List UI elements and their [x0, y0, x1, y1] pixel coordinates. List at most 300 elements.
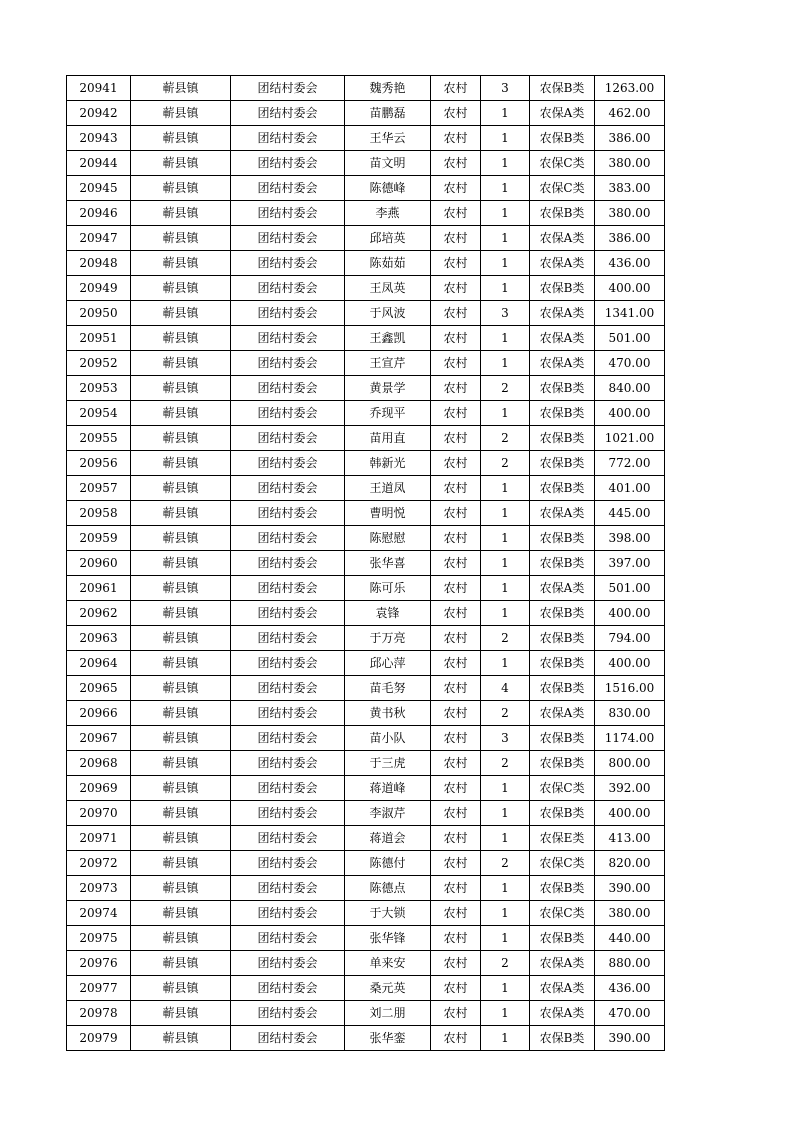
- table-row: [67, 826, 665, 851]
- cell-town: 蕲县镇: [131, 826, 231, 851]
- cell-residence-type: 农村: [431, 876, 481, 901]
- cell-village-committee: 团结村委会: [231, 701, 345, 726]
- cell-person-count: 1: [481, 551, 530, 576]
- cell-person-count: 1: [481, 201, 530, 226]
- cell-residence-type: 农村: [431, 651, 481, 676]
- cell-insurance-category: 农保A类: [530, 976, 595, 1001]
- cell-insurance-category: 农保B类: [530, 451, 595, 476]
- cell-person-name: 单来安: [345, 951, 431, 976]
- cell-insurance-category: 农保B类: [530, 726, 595, 751]
- cell-person-count: 1: [481, 326, 530, 351]
- cell-person-count: 1: [481, 501, 530, 526]
- cell-amount: 462.00: [595, 101, 665, 126]
- table-row: [67, 626, 665, 651]
- cell-amount: 400.00: [595, 401, 665, 426]
- table-row: [67, 551, 665, 576]
- cell-record-id: 20960: [67, 551, 131, 576]
- cell-village-committee: 团结村委会: [231, 301, 345, 326]
- cell-town: 蕲县镇: [131, 226, 231, 251]
- cell-person-name: 于三虎: [345, 751, 431, 776]
- cell-record-id: 20968: [67, 751, 131, 776]
- cell-insurance-category: 农保E类: [530, 826, 595, 851]
- cell-amount: 380.00: [595, 151, 665, 176]
- cell-amount: 436.00: [595, 251, 665, 276]
- cell-record-id: 20973: [67, 876, 131, 901]
- table-row: [67, 976, 665, 1001]
- cell-town: 蕲县镇: [131, 801, 231, 826]
- cell-person-name: 曹明悦: [345, 501, 431, 526]
- cell-amount: 400.00: [595, 651, 665, 676]
- cell-residence-type: 农村: [431, 751, 481, 776]
- cell-person-name: 苗鹏磊: [345, 101, 431, 126]
- table-row: [67, 1001, 665, 1026]
- cell-insurance-category: 农保B类: [530, 276, 595, 301]
- table-row: [67, 101, 665, 126]
- cell-village-committee: 团结村委会: [231, 776, 345, 801]
- cell-town: 蕲县镇: [131, 626, 231, 651]
- cell-person-name: 魏秀艳: [345, 76, 431, 101]
- table-row: [67, 376, 665, 401]
- cell-amount: 501.00: [595, 576, 665, 601]
- cell-amount: 1174.00: [595, 726, 665, 751]
- cell-amount: 400.00: [595, 601, 665, 626]
- cell-person-count: 2: [481, 701, 530, 726]
- cell-person-count: 3: [481, 726, 530, 751]
- cell-town: 蕲县镇: [131, 601, 231, 626]
- cell-amount: 400.00: [595, 276, 665, 301]
- cell-village-committee: 团结村委会: [231, 651, 345, 676]
- cell-town: 蕲县镇: [131, 976, 231, 1001]
- cell-person-name: 苗文明: [345, 151, 431, 176]
- cell-village-committee: 团结村委会: [231, 901, 345, 926]
- cell-insurance-category: 农保B类: [530, 676, 595, 701]
- cell-town: 蕲县镇: [131, 451, 231, 476]
- cell-insurance-category: 农保B类: [530, 801, 595, 826]
- cell-residence-type: 农村: [431, 526, 481, 551]
- cell-residence-type: 农村: [431, 451, 481, 476]
- cell-town: 蕲县镇: [131, 351, 231, 376]
- cell-insurance-category: 农保A类: [530, 301, 595, 326]
- cell-person-count: 1: [481, 101, 530, 126]
- cell-town: 蕲县镇: [131, 176, 231, 201]
- cell-insurance-category: 农保A类: [530, 251, 595, 276]
- cell-insurance-category: 农保C类: [530, 851, 595, 876]
- cell-record-id: 20947: [67, 226, 131, 251]
- cell-amount: 386.00: [595, 126, 665, 151]
- table-row: [67, 726, 665, 751]
- table-row: [67, 301, 665, 326]
- cell-residence-type: 农村: [431, 851, 481, 876]
- cell-insurance-category: 农保B类: [530, 551, 595, 576]
- cell-record-id: 20975: [67, 926, 131, 951]
- cell-person-count: 3: [481, 301, 530, 326]
- cell-person-count: 4: [481, 676, 530, 701]
- table-row: [67, 901, 665, 926]
- cell-village-committee: 团结村委会: [231, 276, 345, 301]
- cell-person-name: 蒋道峰: [345, 776, 431, 801]
- cell-residence-type: 农村: [431, 426, 481, 451]
- cell-village-committee: 团结村委会: [231, 351, 345, 376]
- table-row: [67, 651, 665, 676]
- cell-amount: 1341.00: [595, 301, 665, 326]
- cell-residence-type: 农村: [431, 226, 481, 251]
- table-row: [67, 601, 665, 626]
- cell-insurance-category: 农保B类: [530, 201, 595, 226]
- cell-record-id: 20950: [67, 301, 131, 326]
- cell-village-committee: 团结村委会: [231, 1001, 345, 1026]
- cell-person-name: 陈德点: [345, 876, 431, 901]
- cell-residence-type: 农村: [431, 401, 481, 426]
- table-row: [67, 326, 665, 351]
- cell-amount: 380.00: [595, 901, 665, 926]
- cell-amount: 880.00: [595, 951, 665, 976]
- cell-town: 蕲县镇: [131, 751, 231, 776]
- cell-village-committee: 团结村委会: [231, 626, 345, 651]
- cell-record-id: 20965: [67, 676, 131, 701]
- cell-record-id: 20961: [67, 576, 131, 601]
- cell-town: 蕲县镇: [131, 926, 231, 951]
- cell-insurance-category: 农保A类: [530, 326, 595, 351]
- cell-person-name: 蒋道会: [345, 826, 431, 851]
- cell-person-count: 1: [481, 251, 530, 276]
- cell-person-name: 王华云: [345, 126, 431, 151]
- cell-person-count: 1: [481, 151, 530, 176]
- cell-village-committee: 团结村委会: [231, 326, 345, 351]
- table-row: [67, 576, 665, 601]
- cell-village-committee: 团结村委会: [231, 501, 345, 526]
- table-row: [67, 926, 665, 951]
- cell-residence-type: 农村: [431, 326, 481, 351]
- cell-insurance-category: 农保C类: [530, 176, 595, 201]
- cell-insurance-category: 农保A类: [530, 701, 595, 726]
- cell-insurance-category: 农保B类: [530, 426, 595, 451]
- table-row: [67, 276, 665, 301]
- cell-village-committee: 团结村委会: [231, 551, 345, 576]
- cell-residence-type: 农村: [431, 901, 481, 926]
- cell-amount: 840.00: [595, 376, 665, 401]
- cell-person-name: 陈德峰: [345, 176, 431, 201]
- cell-residence-type: 农村: [431, 101, 481, 126]
- cell-insurance-category: 农保C类: [530, 776, 595, 801]
- table-row: [67, 251, 665, 276]
- cell-record-id: 20964: [67, 651, 131, 676]
- cell-record-id: 20942: [67, 101, 131, 126]
- cell-insurance-category: 农保A类: [530, 951, 595, 976]
- cell-record-id: 20966: [67, 701, 131, 726]
- cell-residence-type: 农村: [431, 726, 481, 751]
- cell-village-committee: 团结村委会: [231, 676, 345, 701]
- cell-person-name: 张华喜: [345, 551, 431, 576]
- cell-town: 蕲县镇: [131, 76, 231, 101]
- cell-residence-type: 农村: [431, 476, 481, 501]
- cell-residence-type: 农村: [431, 601, 481, 626]
- cell-person-count: 1: [481, 276, 530, 301]
- cell-person-count: 1: [481, 176, 530, 201]
- cell-residence-type: 农村: [431, 176, 481, 201]
- cell-record-id: 20955: [67, 426, 131, 451]
- cell-residence-type: 农村: [431, 626, 481, 651]
- cell-village-committee: 团结村委会: [231, 751, 345, 776]
- cell-person-name: 刘二朋: [345, 1001, 431, 1026]
- cell-residence-type: 农村: [431, 501, 481, 526]
- cell-insurance-category: 农保C类: [530, 901, 595, 926]
- cell-residence-type: 农村: [431, 351, 481, 376]
- cell-amount: 820.00: [595, 851, 665, 876]
- cell-amount: 383.00: [595, 176, 665, 201]
- cell-town: 蕲县镇: [131, 576, 231, 601]
- cell-record-id: 20971: [67, 826, 131, 851]
- cell-record-id: 20970: [67, 801, 131, 826]
- cell-amount: 386.00: [595, 226, 665, 251]
- cell-town: 蕲县镇: [131, 651, 231, 676]
- cell-amount: 390.00: [595, 876, 665, 901]
- cell-insurance-category: 农保B类: [530, 651, 595, 676]
- cell-person-count: 2: [481, 451, 530, 476]
- cell-person-name: 李淑芹: [345, 801, 431, 826]
- cell-record-id: 20953: [67, 376, 131, 401]
- cell-village-committee: 团结村委会: [231, 201, 345, 226]
- cell-residence-type: 农村: [431, 251, 481, 276]
- cell-village-committee: 团结村委会: [231, 976, 345, 1001]
- cell-record-id: 20976: [67, 951, 131, 976]
- cell-village-committee: 团结村委会: [231, 251, 345, 276]
- cell-amount: 401.00: [595, 476, 665, 501]
- table-body: [67, 76, 665, 1051]
- cell-village-committee: 团结村委会: [231, 826, 345, 851]
- cell-village-committee: 团结村委会: [231, 226, 345, 251]
- table-row: [67, 426, 665, 451]
- table-row: [67, 226, 665, 251]
- cell-person-count: 1: [481, 926, 530, 951]
- cell-village-committee: 团结村委会: [231, 576, 345, 601]
- cell-record-id: 20963: [67, 626, 131, 651]
- cell-amount: 470.00: [595, 1001, 665, 1026]
- cell-record-id: 20972: [67, 851, 131, 876]
- table-row: [67, 801, 665, 826]
- cell-village-committee: 团结村委会: [231, 526, 345, 551]
- cell-residence-type: 农村: [431, 826, 481, 851]
- cell-person-name: 王道凤: [345, 476, 431, 501]
- cell-village-committee: 团结村委会: [231, 876, 345, 901]
- cell-record-id: 20969: [67, 776, 131, 801]
- cell-residence-type: 农村: [431, 801, 481, 826]
- table-row: [67, 1026, 665, 1051]
- table-row: [67, 876, 665, 901]
- cell-record-id: 20959: [67, 526, 131, 551]
- cell-person-name: 黄景学: [345, 376, 431, 401]
- cell-person-count: 1: [481, 976, 530, 1001]
- cell-village-committee: 团结村委会: [231, 1026, 345, 1051]
- cell-town: 蕲县镇: [131, 301, 231, 326]
- cell-person-count: 1: [481, 876, 530, 901]
- cell-person-name: 王鑫凯: [345, 326, 431, 351]
- cell-record-id: 20978: [67, 1001, 131, 1026]
- cell-insurance-category: 农保B类: [530, 751, 595, 776]
- cell-person-count: 1: [481, 526, 530, 551]
- cell-town: 蕲县镇: [131, 676, 231, 701]
- table-row: [67, 201, 665, 226]
- cell-person-count: 2: [481, 851, 530, 876]
- cell-village-committee: 团结村委会: [231, 426, 345, 451]
- cell-record-id: 20946: [67, 201, 131, 226]
- cell-town: 蕲县镇: [131, 526, 231, 551]
- cell-town: 蕲县镇: [131, 501, 231, 526]
- cell-amount: 390.00: [595, 1026, 665, 1051]
- cell-person-count: 2: [481, 426, 530, 451]
- cell-person-count: 3: [481, 76, 530, 101]
- cell-amount: 794.00: [595, 626, 665, 651]
- cell-amount: 440.00: [595, 926, 665, 951]
- cell-person-count: 1: [481, 601, 530, 626]
- cell-record-id: 20944: [67, 151, 131, 176]
- table-row: [67, 526, 665, 551]
- cell-person-count: 2: [481, 376, 530, 401]
- cell-person-count: 1: [481, 126, 530, 151]
- cell-village-committee: 团结村委会: [231, 176, 345, 201]
- cell-insurance-category: 农保B类: [530, 126, 595, 151]
- cell-person-count: 1: [481, 576, 530, 601]
- cell-person-count: 1: [481, 776, 530, 801]
- cell-amount: 800.00: [595, 751, 665, 776]
- cell-town: 蕲县镇: [131, 951, 231, 976]
- cell-village-committee: 团结村委会: [231, 126, 345, 151]
- cell-town: 蕲县镇: [131, 101, 231, 126]
- cell-person-name: 邱心萍: [345, 651, 431, 676]
- cell-record-id: 20974: [67, 901, 131, 926]
- table-row: [67, 176, 665, 201]
- cell-person-count: 2: [481, 751, 530, 776]
- cell-insurance-category: 农保B类: [530, 401, 595, 426]
- cell-residence-type: 农村: [431, 976, 481, 1001]
- cell-town: 蕲县镇: [131, 126, 231, 151]
- cell-insurance-category: 农保A类: [530, 1001, 595, 1026]
- cell-village-committee: 团结村委会: [231, 726, 345, 751]
- cell-residence-type: 农村: [431, 151, 481, 176]
- cell-insurance-category: 农保B类: [530, 376, 595, 401]
- cell-insurance-category: 农保B类: [530, 926, 595, 951]
- cell-person-count: 1: [481, 476, 530, 501]
- cell-person-name: 桑元英: [345, 976, 431, 1001]
- cell-town: 蕲县镇: [131, 1001, 231, 1026]
- table-row: [67, 351, 665, 376]
- cell-person-count: 1: [481, 1001, 530, 1026]
- cell-insurance-category: 农保A类: [530, 226, 595, 251]
- cell-town: 蕲县镇: [131, 701, 231, 726]
- cell-record-id: 20951: [67, 326, 131, 351]
- table-row: [67, 851, 665, 876]
- cell-person-count: 1: [481, 401, 530, 426]
- table-row: [67, 451, 665, 476]
- cell-person-count: 1: [481, 1026, 530, 1051]
- cell-residence-type: 农村: [431, 576, 481, 601]
- cell-person-name: 王凤英: [345, 276, 431, 301]
- cell-person-name: 苗毛努: [345, 676, 431, 701]
- cell-insurance-category: 农保A类: [530, 101, 595, 126]
- cell-person-count: 1: [481, 801, 530, 826]
- cell-residence-type: 农村: [431, 551, 481, 576]
- cell-person-count: 1: [481, 226, 530, 251]
- cell-town: 蕲县镇: [131, 876, 231, 901]
- cell-town: 蕲县镇: [131, 276, 231, 301]
- cell-person-count: 1: [481, 351, 530, 376]
- cell-village-committee: 团结村委会: [231, 151, 345, 176]
- cell-village-committee: 团结村委会: [231, 376, 345, 401]
- table-row: [67, 776, 665, 801]
- cell-record-id: 20948: [67, 251, 131, 276]
- cell-residence-type: 农村: [431, 76, 481, 101]
- cell-village-committee: 团结村委会: [231, 951, 345, 976]
- cell-record-id: 20945: [67, 176, 131, 201]
- cell-town: 蕲县镇: [131, 776, 231, 801]
- cell-amount: 413.00: [595, 826, 665, 851]
- cell-person-count: 1: [481, 826, 530, 851]
- cell-record-id: 20962: [67, 601, 131, 626]
- cell-amount: 830.00: [595, 701, 665, 726]
- cell-record-id: 20957: [67, 476, 131, 501]
- cell-town: 蕲县镇: [131, 851, 231, 876]
- cell-village-committee: 团结村委会: [231, 101, 345, 126]
- cell-amount: 1263.00: [595, 76, 665, 101]
- cell-insurance-category: 农保B类: [530, 601, 595, 626]
- cell-village-committee: 团结村委会: [231, 401, 345, 426]
- cell-residence-type: 农村: [431, 201, 481, 226]
- cell-insurance-category: 农保A类: [530, 576, 595, 601]
- cell-town: 蕲县镇: [131, 376, 231, 401]
- cell-person-count: 2: [481, 626, 530, 651]
- cell-residence-type: 农村: [431, 276, 481, 301]
- table-row: [67, 701, 665, 726]
- cell-village-committee: 团结村委会: [231, 476, 345, 501]
- cell-record-id: 20958: [67, 501, 131, 526]
- cell-amount: 380.00: [595, 201, 665, 226]
- cell-amount: 445.00: [595, 501, 665, 526]
- cell-residence-type: 农村: [431, 1026, 481, 1051]
- cell-amount: 400.00: [595, 801, 665, 826]
- cell-amount: 470.00: [595, 351, 665, 376]
- cell-town: 蕲县镇: [131, 151, 231, 176]
- cell-insurance-category: 农保C类: [530, 151, 595, 176]
- cell-village-committee: 团结村委会: [231, 451, 345, 476]
- cell-record-id: 20979: [67, 1026, 131, 1051]
- cell-person-name: 陈茹茹: [345, 251, 431, 276]
- cell-amount: 772.00: [595, 451, 665, 476]
- table-row: [67, 751, 665, 776]
- cell-person-name: 苗用直: [345, 426, 431, 451]
- table-row: [67, 126, 665, 151]
- cell-amount: 1516.00: [595, 676, 665, 701]
- cell-residence-type: 农村: [431, 1001, 481, 1026]
- cell-residence-type: 农村: [431, 376, 481, 401]
- cell-record-id: 20977: [67, 976, 131, 1001]
- cell-person-name: 陈慰慰: [345, 526, 431, 551]
- cell-record-id: 20949: [67, 276, 131, 301]
- cell-town: 蕲县镇: [131, 201, 231, 226]
- cell-person-name: 于大锁: [345, 901, 431, 926]
- table-row: [67, 676, 665, 701]
- cell-insurance-category: 农保B类: [530, 876, 595, 901]
- cell-record-id: 20952: [67, 351, 131, 376]
- cell-village-committee: 团结村委会: [231, 601, 345, 626]
- cell-person-count: 1: [481, 651, 530, 676]
- cell-person-name: 张华銮: [345, 1026, 431, 1051]
- cell-person-name: 李燕: [345, 201, 431, 226]
- cell-village-committee: 团结村委会: [231, 851, 345, 876]
- cell-person-name: 袁锋: [345, 601, 431, 626]
- cell-town: 蕲县镇: [131, 1026, 231, 1051]
- cell-record-id: 20943: [67, 126, 131, 151]
- cell-village-committee: 团结村委会: [231, 926, 345, 951]
- cell-person-name: 陈可乐: [345, 576, 431, 601]
